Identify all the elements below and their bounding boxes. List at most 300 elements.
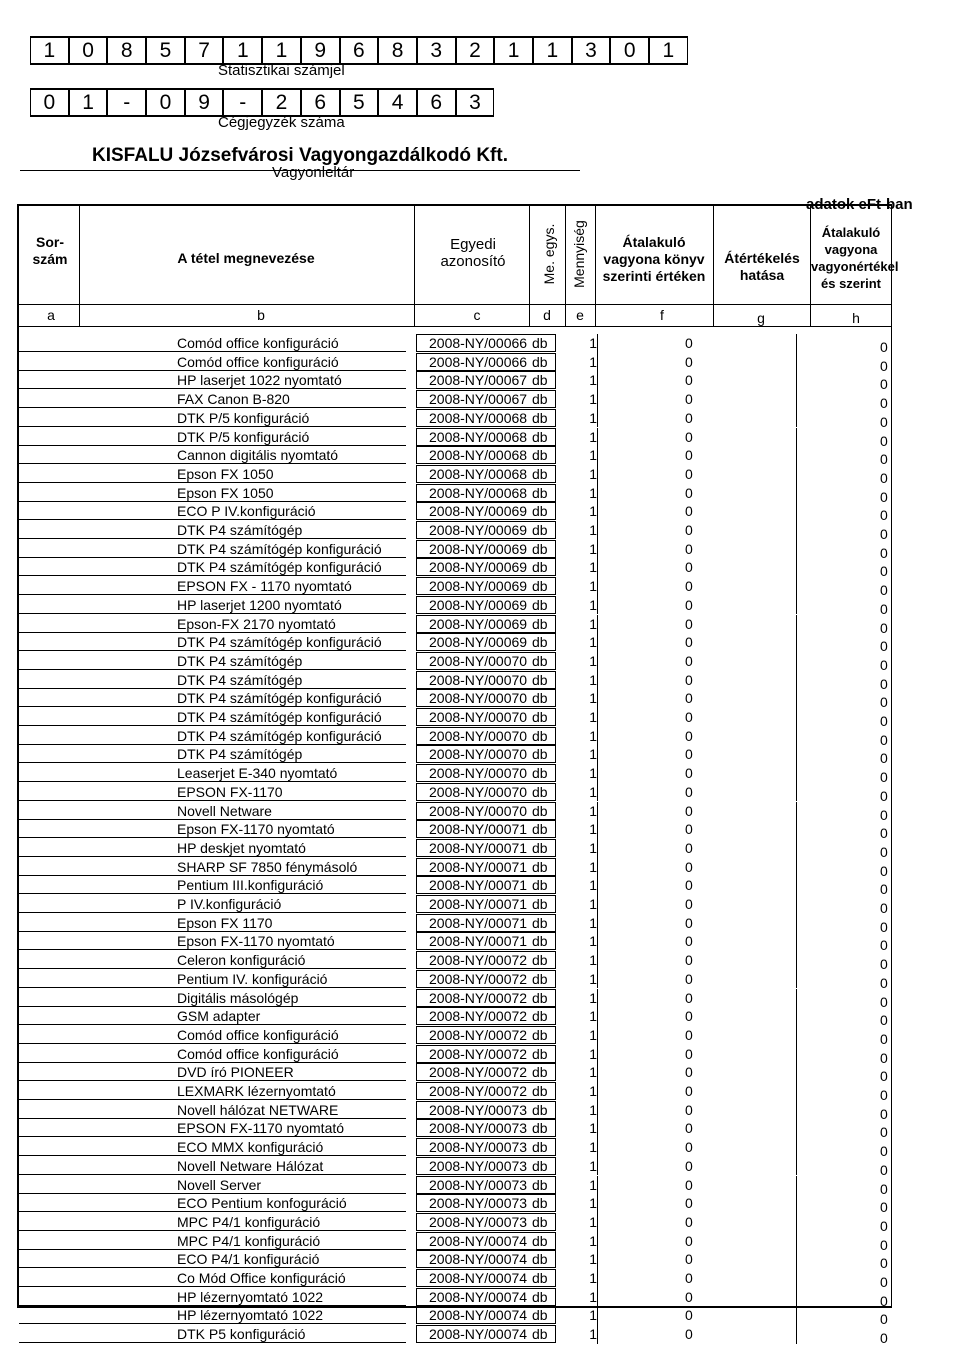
table-row xyxy=(19,708,890,727)
row-divider xyxy=(796,764,797,783)
col-divider xyxy=(595,206,596,326)
item-name: P IV.konfiguráció xyxy=(177,896,282,912)
statistical-number-caption: Statisztikai számjel xyxy=(218,62,345,79)
item-name: ECO MMX konfiguráció xyxy=(177,1139,324,1156)
table-row xyxy=(19,615,890,634)
header-mennyiseg: Mennyiség xyxy=(571,220,587,288)
reg-digit-box: - xyxy=(107,88,146,117)
header-atertekeles: Átértékelés hatása xyxy=(724,250,800,283)
item-name: Novell Netware xyxy=(177,802,272,819)
stat-digit-box: 0 xyxy=(610,36,649,65)
row-divider xyxy=(796,914,797,933)
item-name: DTK P5 konfiguráció xyxy=(177,1326,306,1343)
item-code: 2008-NY/00069 xyxy=(416,502,556,520)
table-row xyxy=(19,353,890,372)
reg-digit-box: 2 xyxy=(262,88,301,117)
item-quantity: 1 xyxy=(589,1307,597,1324)
item-valuation: 0 xyxy=(880,918,888,935)
row-divider xyxy=(597,428,598,447)
item-unit: db xyxy=(532,839,548,856)
item-book-value: 0 xyxy=(685,465,693,482)
item-code: 2008-NY/00071 xyxy=(416,858,556,876)
item-valuation: 0 xyxy=(880,843,888,860)
item-book-value: 0 xyxy=(685,709,693,725)
item-code: 2008-NY/00067 xyxy=(416,371,556,389)
row-divider xyxy=(597,764,598,783)
item-quantity: 1 xyxy=(589,596,597,613)
item-quantity: 1 xyxy=(589,1157,597,1174)
item-valuation: 0 xyxy=(880,1105,888,1122)
item-valuation: 0 xyxy=(880,993,888,1010)
stat-digit-box: 0 xyxy=(69,36,108,65)
item-unit: db xyxy=(532,690,548,707)
table-row xyxy=(19,652,890,671)
item-quantity: 1 xyxy=(589,1139,597,1156)
row-divider xyxy=(796,1250,797,1269)
item-code: 2008-NY/00072 xyxy=(416,970,556,988)
row-divider xyxy=(796,1063,797,1082)
row-divider xyxy=(597,409,598,428)
row-divider xyxy=(597,876,598,895)
row-divider xyxy=(597,1288,598,1307)
row-divider xyxy=(796,334,797,353)
row-divider xyxy=(796,1306,797,1325)
item-valuation: 0 xyxy=(880,1012,888,1029)
item-name: LEXMARK lézernyomtató xyxy=(177,1083,336,1099)
item-name: Comód office konfiguráció xyxy=(177,353,339,370)
item-code: 2008-NY/00066 xyxy=(416,353,556,371)
item-unit: db xyxy=(532,540,548,557)
row-divider xyxy=(796,970,797,989)
table-row xyxy=(19,1157,890,1176)
item-valuation: 0 xyxy=(880,1217,888,1234)
item-name: Epson FX 1170 xyxy=(177,914,273,931)
item-code: 2008-NY/00071 xyxy=(416,820,556,838)
row-divider xyxy=(597,708,598,727)
item-book-value: 0 xyxy=(685,1232,693,1249)
item-unit: db xyxy=(532,1083,548,1099)
item-unit: db xyxy=(532,522,548,538)
table-row xyxy=(19,932,890,954)
item-unit: db xyxy=(532,952,548,969)
stat-digit-box: 5 xyxy=(146,36,185,65)
item-quantity: 1 xyxy=(589,353,597,370)
item-name: DTK P4 számítógép xyxy=(177,652,303,669)
row-divider xyxy=(597,802,598,821)
company-title: KISFALU Józsefvárosi Vagyongazdálkodó Kft. xyxy=(92,145,508,166)
item-valuation: 0 xyxy=(880,507,888,524)
stat-digit-box: 9 xyxy=(301,36,340,65)
item-code: 2008-NY/00070 xyxy=(416,708,556,726)
item-code: 2008-NY/00069 xyxy=(416,633,556,651)
reg-digit-box: 5 xyxy=(340,88,379,117)
row-divider xyxy=(597,783,598,802)
row-divider xyxy=(597,1063,598,1082)
item-quantity: 1 xyxy=(589,522,597,538)
letters-divider xyxy=(19,326,891,327)
item-quantity: 1 xyxy=(589,970,597,987)
item-book-value: 0 xyxy=(685,1195,693,1212)
item-quantity: 1 xyxy=(589,821,597,838)
item-unit: db xyxy=(532,802,548,819)
col-divider xyxy=(565,206,566,326)
item-unit: db xyxy=(532,1195,548,1212)
item-name: DTK P4 számítógép konfiguráció xyxy=(177,559,382,576)
table-row xyxy=(19,577,890,599)
table-row xyxy=(19,671,890,690)
item-code: 2008-NY/00068 xyxy=(416,465,556,483)
item-code: 2008-NY/00074 xyxy=(416,1269,556,1287)
table-row xyxy=(19,1232,890,1251)
table-row xyxy=(19,876,890,898)
item-quantity: 1 xyxy=(589,896,597,912)
item-code: 2008-NY/00074 xyxy=(416,1306,556,1324)
item-code: 2008-NY/00066 xyxy=(416,334,556,352)
item-code: 2008-NY/00069 xyxy=(416,521,556,539)
item-unit: db xyxy=(532,428,548,445)
item-code: 2008-NY/00074 xyxy=(416,1232,556,1250)
item-valuation: 0 xyxy=(880,937,888,954)
item-valuation: 0 xyxy=(880,638,888,655)
item-quantity: 1 xyxy=(589,428,597,445)
table-row xyxy=(19,540,890,559)
item-valuation: 0 xyxy=(880,862,888,879)
item-unit: db xyxy=(532,989,548,1006)
item-unit: db xyxy=(532,578,548,595)
item-book-value: 0 xyxy=(685,765,693,782)
row-divider xyxy=(796,1138,797,1157)
item-quantity: 1 xyxy=(589,914,597,931)
col-divider xyxy=(713,206,714,326)
item-name: HP deskjet nyomtató xyxy=(177,839,306,856)
item-book-value: 0 xyxy=(685,409,693,426)
row-divider xyxy=(796,1082,797,1101)
item-book-value: 0 xyxy=(685,1101,693,1118)
item-unit: db xyxy=(532,1101,548,1118)
reg-digit-box: 4 xyxy=(378,88,417,117)
row-divider xyxy=(597,671,598,690)
table-row xyxy=(19,1325,890,1347)
row-divider xyxy=(796,689,797,708)
item-quantity: 1 xyxy=(589,1083,597,1099)
row-divider xyxy=(597,1306,598,1325)
header-tetel: A tétel megnevezése xyxy=(177,250,315,266)
item-code: 2008-NY/00071 xyxy=(416,932,556,950)
item-book-value: 0 xyxy=(685,952,693,969)
stat-digit-box: 1 xyxy=(533,36,572,65)
item-unit: db xyxy=(532,727,548,744)
col-letter-c: c xyxy=(473,307,481,323)
table-row xyxy=(19,390,890,412)
item-book-value: 0 xyxy=(685,578,693,595)
row-divider xyxy=(597,1007,598,1026)
row-divider xyxy=(796,558,797,577)
row-divider xyxy=(796,745,797,764)
item-valuation: 0 xyxy=(880,1199,888,1216)
item-unit: db xyxy=(532,1326,548,1343)
row-divider xyxy=(796,671,797,690)
row-divider xyxy=(597,1213,598,1232)
table-row xyxy=(19,1288,890,1307)
item-quantity: 1 xyxy=(589,783,597,800)
item-quantity: 1 xyxy=(589,1326,597,1343)
row-divider xyxy=(796,465,797,484)
row-divider xyxy=(796,446,797,465)
row-divider xyxy=(796,1269,797,1288)
row-divider xyxy=(796,633,797,652)
item-book-value: 0 xyxy=(685,503,693,520)
item-quantity: 1 xyxy=(589,1045,597,1062)
item-unit: db xyxy=(532,1232,548,1249)
item-name: Comód office konfiguráció xyxy=(177,1045,339,1062)
item-code: 2008-NY/00071 xyxy=(416,839,556,857)
item-book-value: 0 xyxy=(685,634,693,651)
item-valuation: 0 xyxy=(880,769,888,786)
reg-digit-box: 0 xyxy=(146,88,185,117)
table-row xyxy=(19,689,890,711)
item-valuation: 0 xyxy=(880,488,888,505)
table-row xyxy=(19,1119,890,1141)
item-name: Epson FX 1050 xyxy=(177,484,274,501)
item-code: 2008-NY/00069 xyxy=(416,577,556,595)
row-divider xyxy=(796,1007,797,1026)
item-book-value: 0 xyxy=(685,1026,693,1043)
row-divider xyxy=(597,390,598,409)
inventory-table xyxy=(17,204,899,1347)
item-name: ECO P IV.konfiguráció xyxy=(177,503,316,520)
item-quantity: 1 xyxy=(589,765,597,782)
item-valuation: 0 xyxy=(880,1236,888,1253)
item-code: 2008-NY/00071 xyxy=(416,914,556,932)
col-divider xyxy=(529,206,530,326)
item-unit: db xyxy=(532,858,548,875)
item-unit: db xyxy=(532,447,548,464)
row-divider xyxy=(796,951,797,970)
item-book-value: 0 xyxy=(685,858,693,875)
stat-digit-box: 2 xyxy=(456,36,495,65)
item-code: 2008-NY/00073 xyxy=(416,1213,556,1231)
table-row xyxy=(19,558,890,580)
item-unit: db xyxy=(532,1064,548,1081)
item-valuation: 0 xyxy=(880,1124,888,1141)
item-code: 2008-NY/00074 xyxy=(416,1250,556,1268)
item-book-value: 0 xyxy=(685,746,693,763)
registration-number-caption: Cégjegyzék száma xyxy=(218,114,345,131)
table-row xyxy=(19,745,890,767)
item-quantity: 1 xyxy=(589,484,597,501)
item-name: DTK P4 számítógép xyxy=(177,671,303,688)
row-divider xyxy=(597,633,598,652)
item-book-value: 0 xyxy=(685,1008,693,1025)
col-letter-e: e xyxy=(576,307,584,323)
table-row xyxy=(19,1250,890,1272)
reg-digit-box: 3 xyxy=(456,88,495,117)
item-name: Comód office konfiguráció xyxy=(177,335,339,351)
item-code: 2008-NY/00070 xyxy=(416,727,556,745)
item-book-value: 0 xyxy=(685,596,693,613)
item-unit: db xyxy=(532,671,548,688)
row-divider xyxy=(597,820,598,839)
row-divider xyxy=(796,839,797,858)
row-divider xyxy=(796,409,797,428)
item-code: 2008-NY/00072 xyxy=(416,951,556,969)
table-row xyxy=(19,1194,890,1216)
item-unit: db xyxy=(532,465,548,482)
item-book-value: 0 xyxy=(685,484,693,501)
item-quantity: 1 xyxy=(589,1101,597,1118)
item-name: Novell Netware Hálózat xyxy=(177,1157,324,1174)
item-quantity: 1 xyxy=(589,1288,597,1305)
item-book-value: 0 xyxy=(685,1326,693,1343)
table-row xyxy=(19,409,890,428)
item-book-value: 0 xyxy=(685,1045,693,1062)
row-divider xyxy=(796,1325,797,1344)
header-konyv: Átalakuló vagyona könyv szerinti értéken xyxy=(602,234,706,284)
row-divider xyxy=(597,970,598,989)
table-row xyxy=(19,428,890,447)
item-name: SHARP SF 7850 fénymásoló xyxy=(177,858,358,875)
row-divider xyxy=(597,371,598,390)
item-valuation: 0 xyxy=(880,376,888,393)
table-row xyxy=(19,484,890,503)
row-divider xyxy=(597,858,598,877)
item-valuation: 0 xyxy=(880,881,888,898)
row-divider xyxy=(597,1176,598,1195)
row-divider xyxy=(796,596,797,615)
item-quantity: 1 xyxy=(589,933,597,950)
item-quantity: 1 xyxy=(589,409,597,426)
item-name: DTK P/5 konfiguráció xyxy=(177,409,310,426)
stat-digit-box: 3 xyxy=(417,36,456,65)
row-divider xyxy=(796,577,797,596)
reg-digit-box: - xyxy=(223,88,262,117)
table-row xyxy=(19,895,890,914)
item-quantity: 1 xyxy=(589,447,597,464)
col-divider xyxy=(414,206,415,326)
item-book-value: 0 xyxy=(685,802,693,819)
item-valuation: 0 xyxy=(880,1030,888,1047)
item-book-value: 0 xyxy=(685,372,693,389)
item-quantity: 1 xyxy=(589,727,597,744)
row-divider xyxy=(597,558,598,577)
row-divider xyxy=(597,951,598,970)
header-vagyonertek: Átalakuló vagyona vagyonértékel és szerint xyxy=(811,225,899,291)
row-divider xyxy=(597,932,598,951)
item-book-value: 0 xyxy=(685,1251,693,1268)
item-unit: db xyxy=(532,615,548,632)
item-book-value: 0 xyxy=(685,1307,693,1324)
item-unit: db xyxy=(532,634,548,651)
row-divider xyxy=(796,502,797,521)
item-code: 2008-NY/00070 xyxy=(416,764,556,782)
header-sor-szam: Sor- szám xyxy=(32,234,68,267)
item-valuation: 0 xyxy=(880,956,888,973)
row-divider xyxy=(796,1232,797,1251)
item-quantity: 1 xyxy=(589,858,597,875)
item-unit: db xyxy=(532,933,548,950)
table-row xyxy=(19,596,890,615)
item-book-value: 0 xyxy=(685,896,693,912)
reg-digit-box: 1 xyxy=(69,88,108,117)
item-code: 2008-NY/00068 xyxy=(416,428,556,446)
item-quantity: 1 xyxy=(589,709,597,725)
item-quantity: 1 xyxy=(589,746,597,763)
row-divider xyxy=(597,1119,598,1138)
item-valuation: 0 xyxy=(880,1068,888,1085)
item-name: Co Mód Office konfiguráció xyxy=(177,1270,346,1286)
item-quantity: 1 xyxy=(589,372,597,389)
item-name: ECO P4/1 konfiguráció xyxy=(177,1251,320,1268)
document-subtitle: Vagyonleltár xyxy=(272,164,355,181)
row-divider xyxy=(597,1082,598,1101)
item-unit: db xyxy=(532,559,548,576)
row-divider xyxy=(597,446,598,465)
item-code: 2008-NY/00074 xyxy=(416,1288,556,1306)
item-quantity: 1 xyxy=(589,615,597,632)
col-letter-d: d xyxy=(543,307,551,323)
row-divider xyxy=(597,989,598,1008)
row-divider xyxy=(597,1026,598,1045)
item-valuation: 0 xyxy=(880,656,888,673)
item-quantity: 1 xyxy=(589,652,597,669)
item-name: EPSON FX - 1170 nyomtató xyxy=(177,578,352,595)
row-divider xyxy=(796,783,797,802)
item-name: Novell Server xyxy=(177,1176,262,1193)
item-quantity: 1 xyxy=(589,989,597,1006)
item-code: 2008-NY/00073 xyxy=(416,1138,556,1156)
item-name: DTK P4 számítógép xyxy=(177,522,303,538)
item-book-value: 0 xyxy=(685,1139,693,1156)
item-quantity: 1 xyxy=(589,952,597,969)
item-unit: db xyxy=(532,765,548,782)
item-unit: db xyxy=(532,1157,548,1174)
item-quantity: 1 xyxy=(589,465,597,482)
item-code: 2008-NY/00070 xyxy=(416,689,556,707)
item-valuation: 0 xyxy=(880,806,888,823)
item-unit: db xyxy=(532,1213,548,1230)
col-letter-g: g xyxy=(757,310,765,326)
item-valuation: 0 xyxy=(880,1274,888,1290)
item-name: HP lézernyomtató 1022 xyxy=(177,1307,324,1324)
table-row xyxy=(19,502,890,524)
row-divider xyxy=(796,932,797,951)
stat-digit-box: 3 xyxy=(572,36,611,65)
col-letter-a: a xyxy=(47,307,55,323)
item-quantity: 1 xyxy=(589,503,597,520)
item-name: DVD író PIONEER xyxy=(177,1064,294,1081)
item-code: 2008-NY/00069 xyxy=(416,596,556,614)
item-unit: db xyxy=(532,1008,548,1025)
item-quantity: 1 xyxy=(589,1195,597,1212)
item-book-value: 0 xyxy=(685,540,693,557)
table-row xyxy=(19,465,890,484)
item-book-value: 0 xyxy=(685,1083,693,1099)
item-valuation: 0 xyxy=(880,694,888,711)
item-book-value: 0 xyxy=(685,428,693,445)
item-valuation: 0 xyxy=(880,1255,888,1272)
item-valuation: 0 xyxy=(880,413,888,430)
row-divider xyxy=(597,465,598,484)
header-me-egys: Me. egys. xyxy=(541,223,557,285)
item-book-value: 0 xyxy=(685,821,693,838)
reg-digit-box: 0 xyxy=(30,88,69,117)
item-book-value: 0 xyxy=(685,1064,693,1081)
row-divider xyxy=(796,1026,797,1045)
reg-digit-box: 6 xyxy=(301,88,340,117)
item-unit: db xyxy=(532,746,548,763)
table-row xyxy=(19,802,890,821)
stat-digit-box: 1 xyxy=(494,36,533,65)
